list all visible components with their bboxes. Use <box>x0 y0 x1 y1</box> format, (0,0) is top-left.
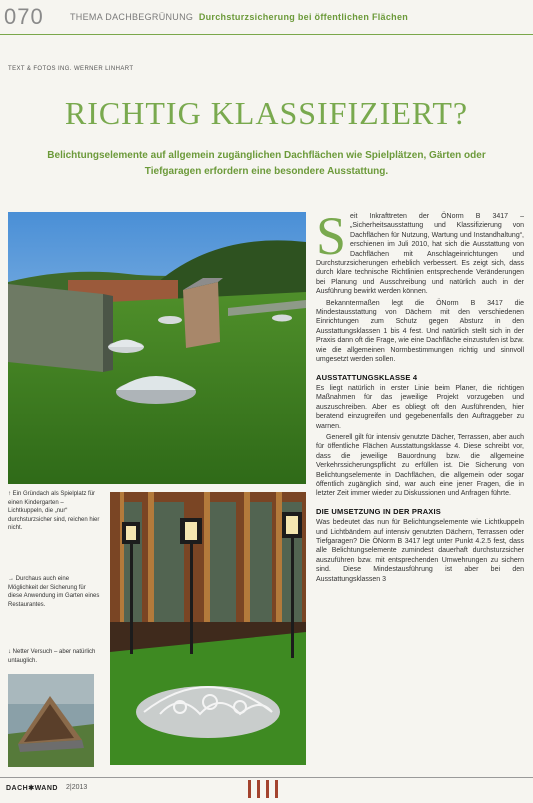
paragraph-4: Generell gilt für intensiv genutzte Dächer, Terrassen, aber auch für öffentliche Flächen Ausstattungsklasse 4. Diese schreibt vor, dass die jeweilige Bauordnung bzw. die allgemeine Verkehrssicherungspflicht zu erfüllen ist. Die Sicherung von Belichtungselemente in Dachflächen, die allgemein oder sogar öffentlich zugänglich sind, war auch eine jener Fragen, die in letzter Zeit immer wieder zu Diskussionen und Anfragen führte. <box>316 433 524 498</box>
drop-cap: S <box>316 206 347 266</box>
photo-green-roof-playground <box>8 212 306 484</box>
section-header <box>70 12 408 22</box>
photo-restaurant-garden <box>110 492 306 765</box>
section-category: THEMA DACHBEGRÜNUNG <box>70 12 194 22</box>
paragraph-5: Was bedeutet das nun für Belichtungselemente wie Lichtkuppeln und Lichtbändern auf intensiv genutzten Dächern, Terrassen oder Tiefgaragen? Die ÖNorm B 3417 legt unter Punkt 4.2.5 fest, dass alle Belichtungselemente zumindest dauerhaft durchsturzsicher auszuführen bzw. mit entsprechenden Umwehrungen zu sichern sind. Diese Mindestausführung ist aber bei den Ausstattungsklassen 3 <box>316 519 524 583</box>
article-lead: Belichtungselemente auf allgemein zugänglichen Dachflächen wie Spielplätzen, Gärten oder Tiefgaragen erfordern eine besondere Ausstattung. <box>47 150 486 177</box>
issue-number: 2|2013 <box>66 784 88 791</box>
paragraph-intro: Seit Inkrafttreten der ÖNorm B 3417 – „Sicherheitsausstattung und Klassifizierung von Dachflächen für Nutzung, Wartung und Instandhaltung“, erschienen im Juli 2010, hat sich die Ausstattung von Dachflächen mit Anschlageinrichtungen und Durchsturzsicherungen erheblich verbessert. Es zeigt sich, dass durch klare technische Richtlinien entsprechende Veränderungen bei Planung und Ausschreibung und natürlich auch in der Ausführung bewirkt werden können. <box>316 206 524 296</box>
footer-rule <box>0 777 533 778</box>
header-rule <box>0 34 533 35</box>
author-credit: TEXT & FOTOS ING. WERNER LINHART <box>8 66 134 72</box>
article-title: RICHTIG KLASSIFIZIERT? <box>64 95 469 131</box>
magazine-brand: DACH✱WAND <box>6 785 58 792</box>
paragraph-2: Bekanntermaßen legt die ÖNorm B 3417 die Mindestausstattung von Dächern mit den verschiedenen Einrichtungen zum Schutz gegen Absturz in den Ausstattungsklassen 1 bis 4 fest. Und natürlich stellt sich in der Praxis dann oft die Frage, wie eine Dachfläche einzustufen ist bzw. wie die allgemeinen Normbestimmungen richtig und sinnvoll umgesetzt werden sollen. <box>316 299 524 364</box>
caption-2: → Durchaus auch eine Möglichkeit der Sicherung für diese Anwendung im Garten eines Restaurantes. <box>8 576 100 608</box>
paragraph-3: Es liegt natürlich in erster Linie beim Planer, die richtigen Maßnahmen für das jeweilige Projekt vorzugeben und auszuschreiben. Aber es obliegt oft den Ausführenden, hier beratend einzugreifen und gegebenenfalls den Auftraggeber zu warnen. <box>316 384 524 430</box>
page-number: 070 <box>4 4 44 29</box>
article-body <box>316 206 524 586</box>
section-topic: Durchsturzsicherung bei öffentlichen Flächen <box>198 12 409 22</box>
caption-3: ↓ Netter Versuch – aber natürlich untauglich. <box>8 649 96 664</box>
heading-umsetzung: DIE UMSETZUNG IN DER PRAXIS <box>316 506 441 516</box>
caption-1: ↑ Ein Gründach als Spielplatz für einen Kindergarten – Lichtkuppeln, die „nur“ durchsturzsicher sind, reichen hier nicht. <box>8 491 100 531</box>
photo-improvised-cover <box>8 674 94 767</box>
heading-ausstattungsklasse: AUSSTATTUNGSKLASSE 4 <box>316 372 418 382</box>
